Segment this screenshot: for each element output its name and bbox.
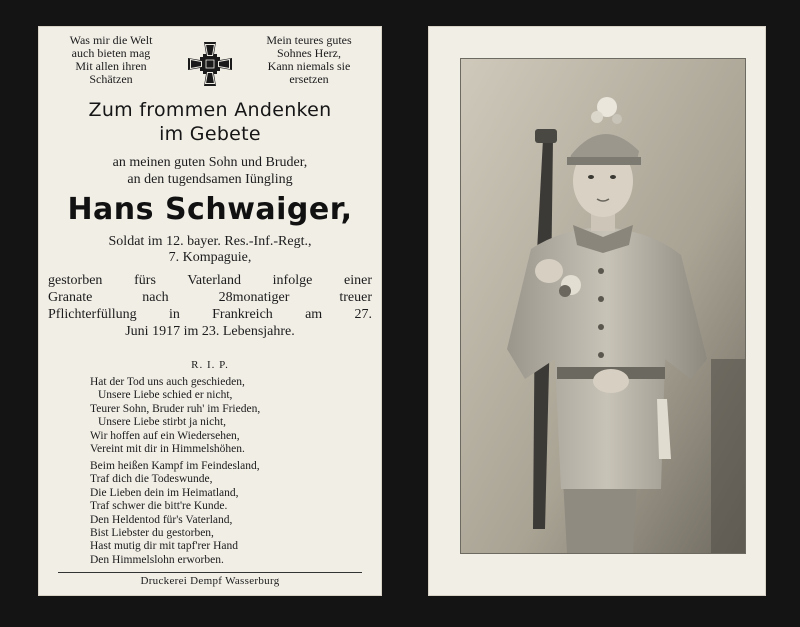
quote-right	[244, 34, 374, 86]
poem-line: Teurer Sohn, Bruder ruh' im Frieden,	[90, 402, 261, 415]
quote-left-line: Was mir die Welt	[69, 33, 153, 47]
iron-cross-icon	[186, 40, 234, 88]
poem-stanza-1	[90, 376, 370, 456]
poem-line: Vereint mit dir in Himmelshöhen.	[90, 443, 245, 456]
death-line: Juni 1917 im 23. Lebensjahre.	[125, 324, 295, 339]
printer-credit: Druckerei Dempf Wasserburg	[140, 575, 280, 587]
poem-line: Hat der Tod uns auch geschieden,	[90, 376, 245, 388]
death-line: Pflichterfüllung in Frankreich am 27.	[48, 307, 372, 322]
dedication-intro	[38, 154, 382, 188]
quote-right-line: ersetzen	[289, 72, 329, 86]
deceased-name: Hans Schwaiger,	[67, 192, 353, 227]
unit-line: 7. Kompaguie,	[168, 250, 252, 265]
death-line: Granate nach 28monatiger treuer	[48, 290, 372, 305]
poem-stanza-2	[90, 460, 370, 567]
poem-line: Traf dich die Todeswunde,	[90, 473, 213, 486]
quote-left-line: auch bieten mag	[71, 46, 151, 60]
poem-line: Unsere Liebe stirbt ja nicht,	[98, 416, 227, 429]
military-unit	[38, 234, 382, 266]
footer-divider	[58, 572, 362, 573]
poem-line: Traf schwer die bitt're Kunde.	[90, 500, 228, 513]
poem-line: Den Heldentod für's Vaterland,	[90, 513, 233, 526]
title-line: Zum frommen Andenken	[88, 99, 332, 121]
quote-right-line: Kann niemals sie	[267, 59, 351, 73]
quote-left-line: Mit allen ihren	[75, 59, 147, 73]
title-line: im Gebete	[159, 123, 261, 145]
poem-line: Die Lieben dein im Heimatland,	[90, 486, 239, 499]
text-panel	[38, 26, 382, 596]
intro-line: an den tugendsamen Iüngling	[127, 172, 293, 187]
poem-line: Hast mutig dir mit tapf'rer Hand	[90, 540, 239, 553]
header-row	[38, 32, 382, 96]
death-line: gestorben fürs Vaterland infolge einer	[48, 273, 372, 288]
poem-line: Beim heißen Kampf im Feindesland,	[90, 460, 260, 472]
intro-line: an meinen guten Sohn und Bruder,	[112, 155, 308, 170]
death-notice	[48, 272, 372, 340]
poem-line: Unsere Liebe schied er nicht,	[98, 389, 233, 402]
soldier-portrait-photo	[460, 58, 746, 554]
quote-right-line: Mein teures gutes	[266, 33, 352, 47]
memorial-title	[38, 98, 382, 146]
rip-label: R. I. P.	[191, 359, 229, 371]
photo-panel	[428, 26, 766, 596]
quote-right-line: Sohnes Herz,	[277, 46, 341, 60]
unit-line: Soldat im 12. bayer. Res.-Inf.-Regt.,	[108, 234, 312, 249]
quote-left-line: Schätzen	[89, 72, 133, 86]
quote-left	[46, 34, 176, 86]
soldier-portrait-icon	[461, 59, 745, 553]
poem-line: Den Himmelslohn erworben.	[90, 553, 224, 566]
poem-line: Wir hoffen auf ein Wiedersehen,	[90, 429, 240, 442]
poem-line: Bist Liebster du gestorben,	[90, 527, 214, 540]
